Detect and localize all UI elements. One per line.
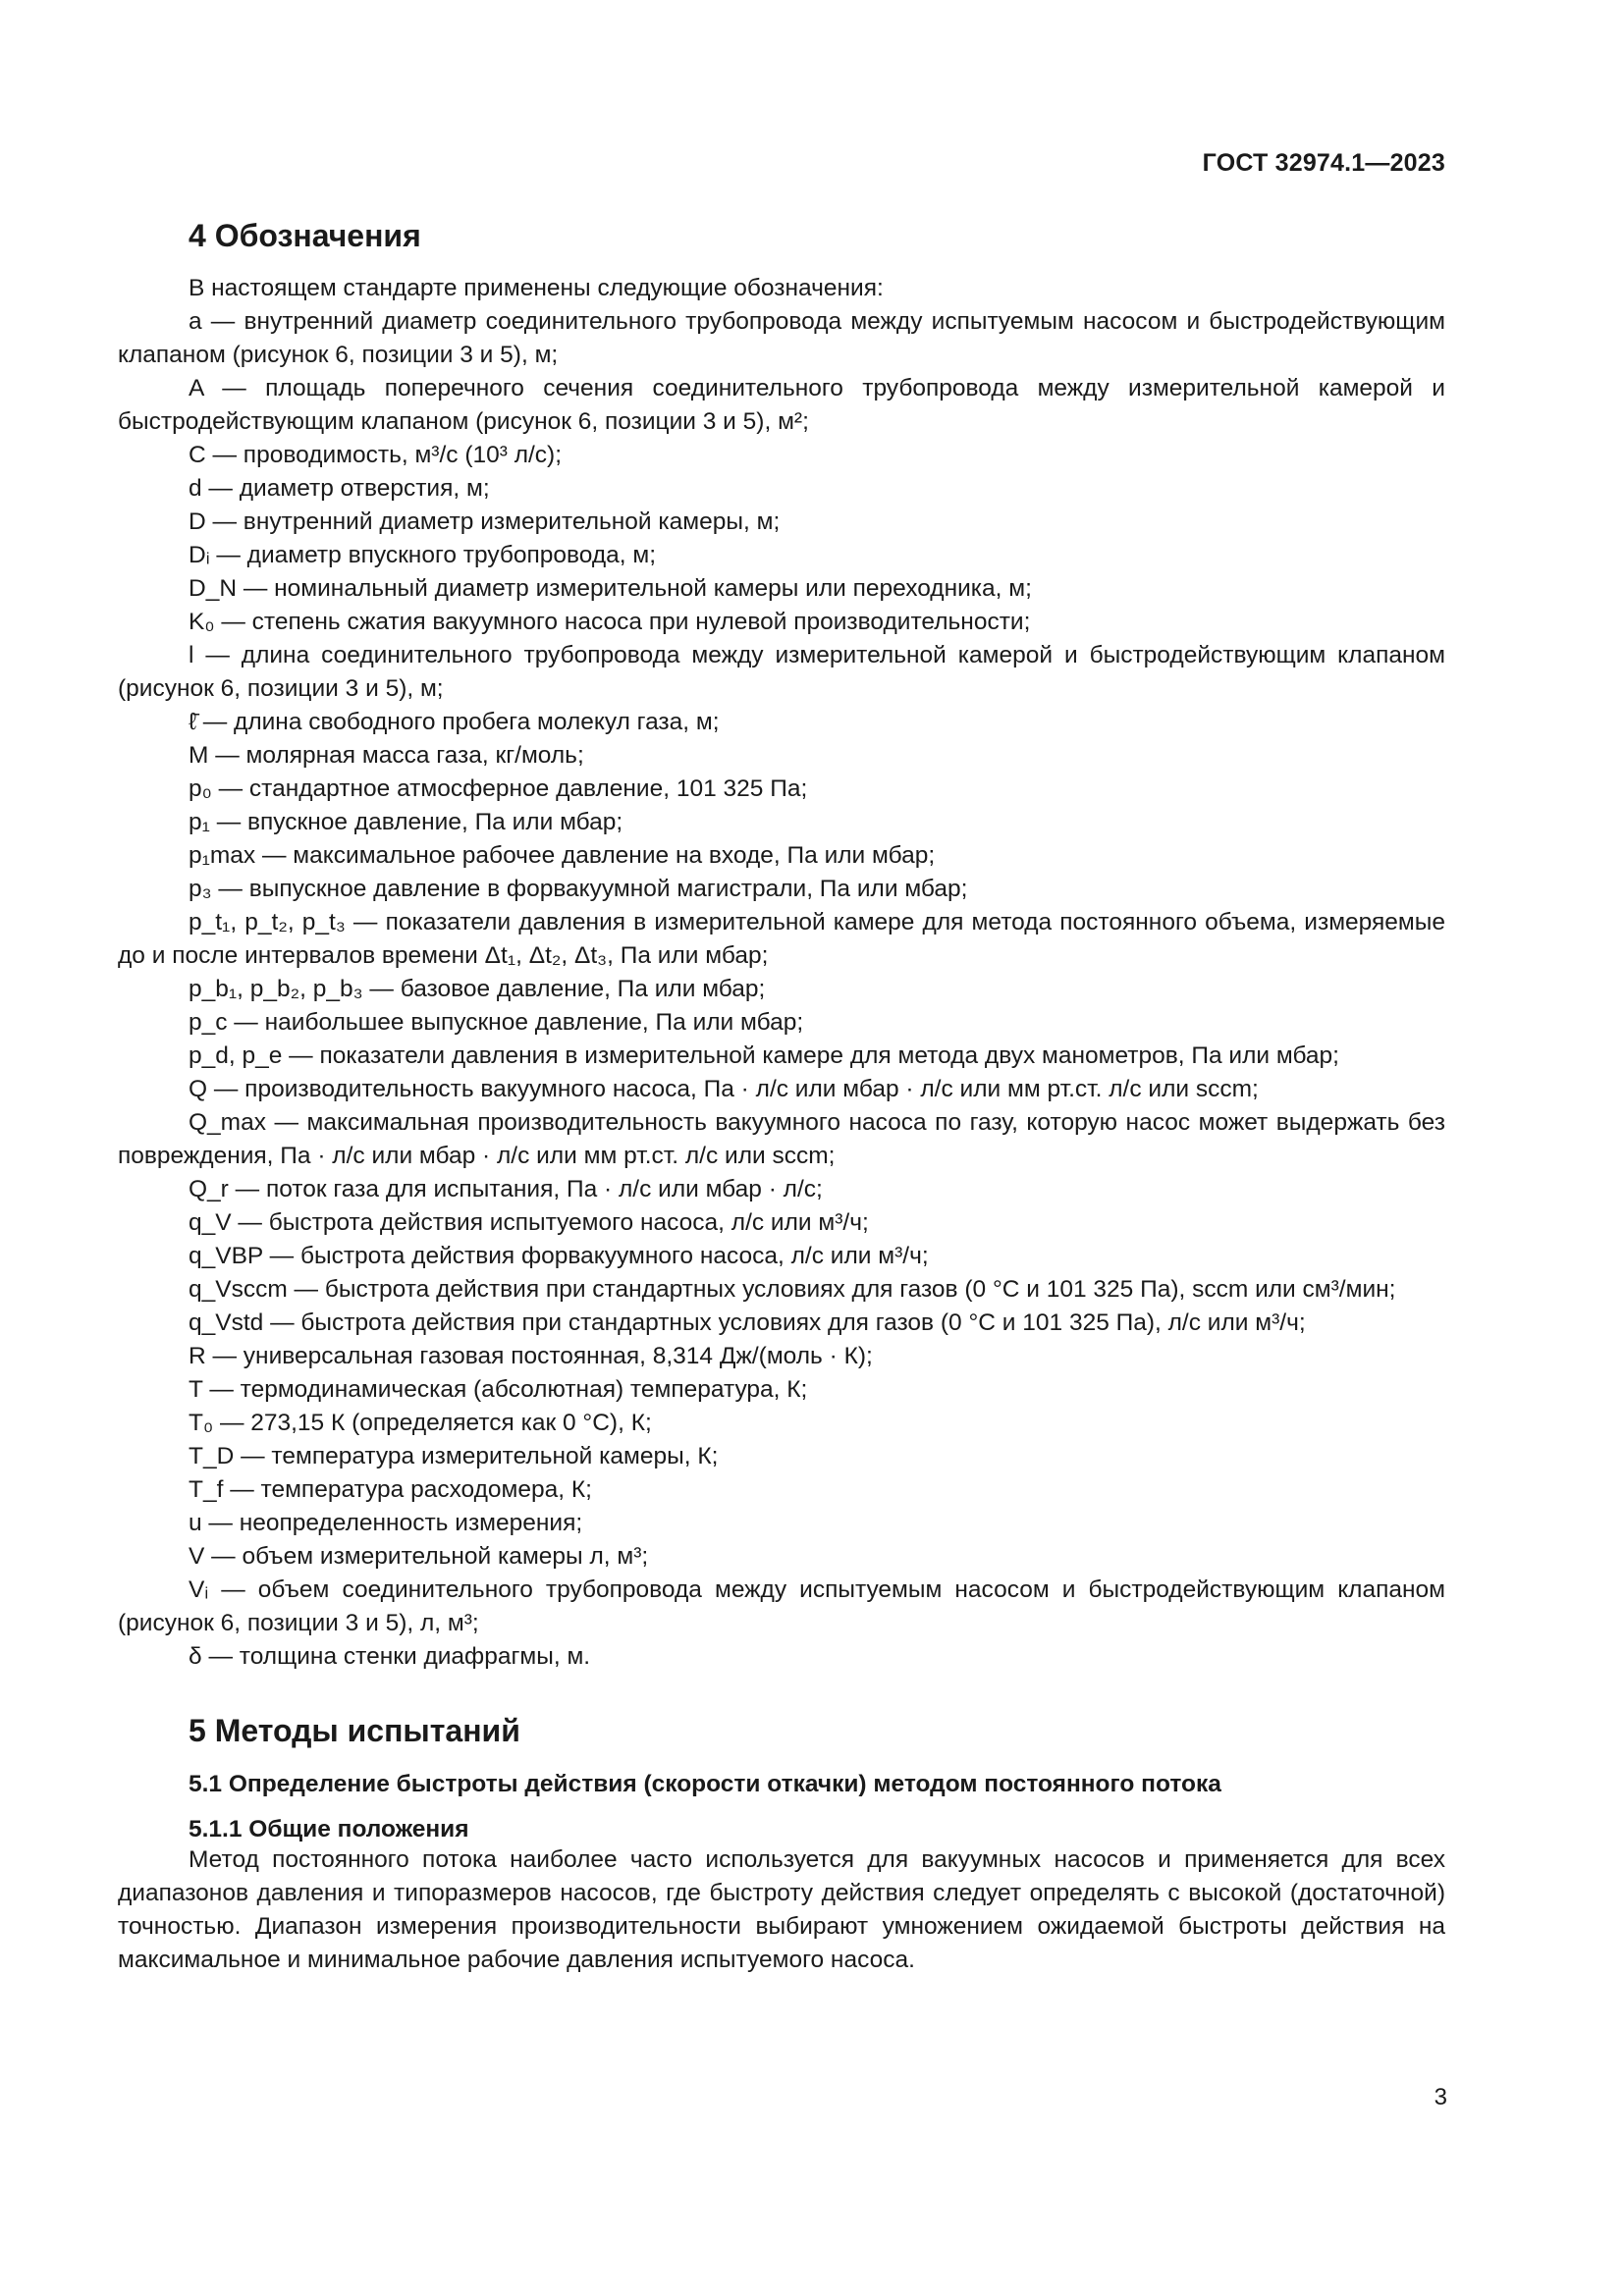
designation-item: A — площадь поперечного сечения соединительного трубопровода между измерительной камерой и быстродействующим клапаном (рисунок 6, позиции 3 и 5), м²; — [118, 375, 1445, 435]
designation-item: p_t₁, p_t₂, p_t₃ — показатели давления в измерительной камере для метода постоянного объема, измеряемые до и после интервалов времени Δt₁, Δt₂, Δt₃, Па или мбар; — [118, 909, 1445, 969]
designation-item: Vᵢ — объем соединительного трубопровода между испытуемым насосом и быстродействующим клапаном (рисунок 6, позиции 3 и 5), л, м³; — [118, 1576, 1445, 1636]
designation-item: T — термодинамическая (абсолютная) температура, К; — [189, 1376, 808, 1403]
designation-item: q_VBP — быстрота действия форвакуумного насоса, л/с или м³/ч; — [189, 1243, 929, 1269]
section-4-title: 4 Обозначения — [189, 218, 421, 253]
designation-item: q_Vsccm — быстрота действия при стандартных условиях для газов (0 °C и 101 325 Па), sccm или см³/мин; — [189, 1276, 1396, 1303]
designation-item: δ — толщина стенки диафрагмы, м. — [189, 1643, 591, 1670]
designation-item: q_Vstd — быстрота действия при стандартных условиях для газов (0 °C и 101 325 Па), л/с или м³/ч; — [189, 1309, 1306, 1336]
designation-item: d — диаметр отверстия, м; — [189, 475, 490, 502]
designation-item: Q_max — максимальная производительность вакуумного насоса по газу, которую насос может выдержать без повреждения, Па · л/с или мбар · л/с или мм рт.ст. л/с или sccm; — [118, 1109, 1445, 1169]
designation-item: K₀ — степень сжатия вакуумного насоса при нулевой производительности; — [189, 609, 1031, 635]
designation-item: Q_r — поток газа для испытания, Па · л/с или мбар · л/с; — [189, 1176, 823, 1202]
designation-item: C — проводимость, м³/с (10³ л/с); — [189, 442, 563, 468]
section-5-title: 5 Методы испытаний — [189, 1713, 520, 1748]
designation-item: Q — производительность вакуумного насоса, Па · л/с или мбар · л/с или мм рт.ст. л/с или sccm; — [189, 1076, 1259, 1102]
designation-item: p₁max — максимальное рабочее давление на входе, Па или мбар; — [189, 842, 936, 869]
designation-item: V — объем измерительной камеры л, м³; — [189, 1543, 649, 1570]
section-5-body — [118, 1843, 1445, 1977]
page-number: 3 — [1434, 2084, 1447, 2110]
designation-item: q_V — быстрота действия испытуемого насоса, л/с или м³/ч; — [189, 1209, 869, 1236]
page-content — [118, 218, 1445, 1977]
designation-item: a — внутренний диаметр соединительного трубопровода между испытуемым насосом и быстродействующим клапаном (рисунок 6, позиции 3 и 5), м; — [118, 308, 1445, 368]
designation-item: u — неопределенность измерения; — [189, 1510, 583, 1536]
designation-item: M — молярная масса газа, кг/моль; — [189, 742, 584, 769]
designation-item: T_f — температура расходомера, К; — [189, 1476, 592, 1503]
subsection-5-1-title: 5.1 Определение быстроты действия (скорости откачки) методом постоянного потока — [189, 1771, 1221, 1797]
designation-item: l — длина соединительного трубопровода между измерительной камерой и быстродействующим клапаном (рисунок 6, позиции 3 и 5), м; — [118, 642, 1445, 702]
designation-item: D_N — номинальный диаметр измерительной камеры или переходника, м; — [189, 575, 1032, 602]
designation-item: D — внутренний диаметр измерительной камеры, м; — [189, 508, 781, 535]
designation-item: p_d, p_e — показатели давления в измерительной камере для метода двух манометров, Па или мбар; — [189, 1042, 1339, 1069]
designation-item: p₁ — впускное давление, Па или мбар; — [189, 809, 623, 835]
designation-item: p₃ — выпускное давление в форвакуумной магистрали, Па или мбар; — [189, 876, 968, 902]
subsection-5-1-1-title: 5.1.1 Общие положения — [189, 1816, 469, 1842]
designation-item: T_D — температура измерительной камеры, К; — [189, 1443, 719, 1469]
paragraph: Метод постоянного потока наиболее часто используется для вакуумных насосов и применяется для всех диапазонов давления и типоразмеров насосов, где быстроту действия следует определять с высокой (достаточной) точностью. Диапазон измерения производительности выбирают умножением ожидаемой быстроты действия на максимальное и минимальное рабочие давления испытуемого насоса. — [118, 1846, 1445, 1973]
designation-item: ℓ̄ — длина свободного пробега молекул газа, м; — [189, 709, 720, 735]
designation-item: T₀ — 273,15 К (определяется как 0 °C), К; — [189, 1410, 652, 1436]
standard-number: ГОСТ 32974.1—2023 — [1202, 149, 1445, 177]
designation-item: Dᵢ — диаметр впускного трубопровода, м; — [189, 542, 657, 568]
designation-item: p₀ — стандартное атмосферное давление, 101 325 Па; — [189, 775, 808, 802]
designations-intro: В настоящем стандарте применены следующие обозначения: — [189, 275, 884, 301]
designation-item: R — универсальная газовая постоянная, 8,314 Дж/(моль · К); — [189, 1343, 873, 1369]
designation-item: p_b₁, p_b₂, p_b₃ — базовое давление, Па или мбар; — [189, 976, 766, 1002]
designations-list — [118, 272, 1445, 1674]
designation-item: p_c — наибольшее выпускное давление, Па или мбар; — [189, 1009, 804, 1036]
